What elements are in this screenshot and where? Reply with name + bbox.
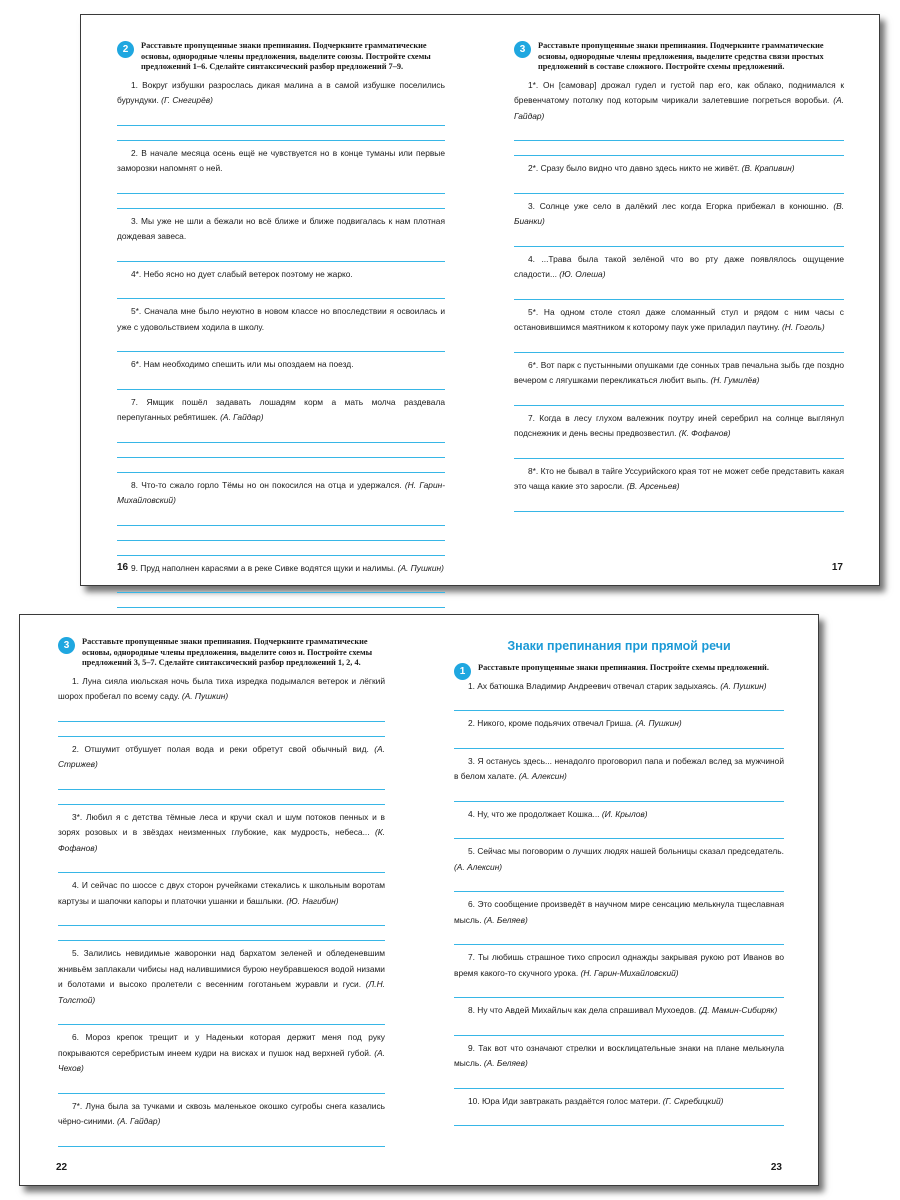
answer-line[interactable]: [58, 707, 385, 722]
answer-line[interactable]: [117, 526, 445, 541]
answer-line[interactable]: [454, 734, 784, 749]
answer-line[interactable]: [58, 1079, 385, 1094]
sentence-author: (Н. Гарин-Михайловский): [580, 967, 679, 978]
sentence-text: 3. Я останусь здесь... ненадолго проговорил папа и побежал вслед за мужчиной в белом халате.: [454, 755, 784, 781]
exercise-sentence: [454, 716, 784, 732]
page-number: 17: [831, 562, 843, 573]
sentence-text: 8. Что-то сжало горло Тёмы но он покосился на отца и удержался.: [131, 479, 402, 490]
sentence-text: 1. Луна сияла июльская ночь была тиха изредка подымался ветерок и лёгкий шорох пробегал по всему саду.: [58, 675, 385, 701]
exercise-sentence: [454, 754, 784, 785]
answer-line[interactable]: [454, 696, 784, 711]
task-text: Расставьте пропущенные знаки препинания. Подчеркните грамматические основы, однородные члены предложения, выделите союз и. Постройте схемы предложений 3, 5–7. Сделайте синтаксический разбор предложений 1, 2, 4.: [82, 637, 373, 667]
answer-lines: [454, 696, 784, 711]
answer-line[interactable]: [117, 247, 445, 262]
sentence-text: 1*. Он [самовар] дрожал гудел и густой пар его, как облако, поднимался к бревенчатому потолку под которым чирикали залетевшие погреться воробьи.: [514, 79, 844, 105]
exercise-sentence: [58, 1099, 385, 1130]
answer-lines: [454, 1074, 784, 1089]
answer-line[interactable]: [454, 983, 784, 998]
answer-line[interactable]: [454, 1074, 784, 1089]
exercise-sentence: [117, 78, 445, 109]
sentence-text: 6*. Нам необходимо спешить или мы опоздаем на поезд.: [131, 359, 354, 369]
sentence-author: (А. Гайдар): [514, 95, 844, 121]
sentence-text: 4. Ну, что же продолжает Кошка...: [468, 808, 600, 819]
answer-lines: [117, 375, 445, 390]
answer-lines: [514, 338, 844, 353]
exercise-sentence: [514, 464, 844, 495]
answer-lines: [514, 391, 844, 406]
answer-lines: [514, 232, 844, 247]
sentence-text: 3*. Любил я с детства тёмные леса и кручи скал и шум потоков пенных и в зорях розовых и в звёздах неизменных глубокие, как мудрость, небеса...: [58, 811, 385, 837]
sentence-author: (В. Крапивин): [741, 163, 795, 173]
sentence-author: (А. Гайдар): [220, 412, 264, 422]
answer-lines: [454, 930, 784, 945]
answer-line[interactable]: [117, 458, 445, 473]
answer-line[interactable]: [454, 824, 784, 839]
answer-lines: [58, 858, 385, 873]
answer-lines: [454, 1021, 784, 1036]
sentence-text: 2. Никого, кроме подьячих отвечал Гриша.: [468, 718, 634, 728]
answer-lines: [117, 247, 445, 262]
answer-line[interactable]: [514, 141, 844, 156]
sentence-text: 6. Это сообщение произведёт в научном мире сенсацию мелькнула тщеславная мысль.: [454, 899, 784, 925]
answer-lines: [514, 497, 844, 512]
answer-line[interactable]: [117, 337, 445, 352]
exercise-sentence: [58, 946, 385, 1008]
exercise-sentence: [454, 950, 784, 981]
sentence-author: (А. Стрижев): [58, 743, 385, 769]
sentence-text: 2. Отшумит отбушует полая вода и реки обретут свой обычный вид.: [72, 743, 369, 754]
sentence-author: (Н. Гарин-Михайловский): [117, 479, 446, 505]
exercise-sentence: [58, 1030, 385, 1077]
exercise-sentence: [514, 305, 844, 336]
answer-line[interactable]: [454, 1021, 784, 1036]
exercise-sentence: [117, 357, 445, 373]
answer-line[interactable]: [514, 285, 844, 300]
answer-lines: [58, 911, 385, 941]
answer-line[interactable]: [58, 926, 385, 941]
sentence-text: 4. ...Трава была такой зелёной что во рту даже появлялось ощущение сладости...: [514, 253, 844, 279]
answer-lines: [454, 734, 784, 749]
sentence-author: (А. Гайдар): [117, 1116, 161, 1126]
sentence-author: (К. Фофанов): [58, 827, 386, 853]
answer-lines: [454, 983, 784, 998]
answer-lines: [454, 787, 784, 802]
sentence-author: (Г. Снегирёв): [161, 95, 213, 105]
sentence-author: (А. Пушкин): [720, 680, 767, 691]
exercise-sentence: [117, 478, 445, 509]
answer-line[interactable]: [117, 541, 445, 556]
exercise-sentence: [514, 358, 844, 389]
answer-line[interactable]: [514, 338, 844, 353]
sentence-text: 3. Мы уже не шли а бежали но всё ближе и ближе подвигалась к нам плотная дождевая завеса.: [117, 215, 445, 241]
sentence-text: 6*. Вот парк с пустынными опушками где сонных трав печальна зыбь где поздно вечером с лягушками перекликаться любит выпь.: [514, 359, 844, 385]
answer-line[interactable]: [514, 497, 844, 512]
exercise-sentence: [117, 304, 445, 335]
answer-line[interactable]: [58, 1132, 385, 1147]
answer-lines: [514, 285, 844, 300]
sentence-author: (К. Фофанов): [678, 428, 731, 438]
task-text: Расставьте пропущенные знаки препинания. Подчеркните грамматические основы, однородные члены предложения, выделите союзы. Постройте схемы предложений 1–6. Сделайте синтаксический разбор предложений 7–9.: [141, 41, 431, 71]
sentence-text: 3. Солнце уже село в далёкий лес когда Егорка прибежал в конюшню.: [528, 200, 829, 211]
answer-lines: [58, 1079, 385, 1094]
exercise-sentence: [454, 897, 784, 928]
sentence-text: 2*. Сразу было видно что давно здесь никто не живёт.: [528, 163, 740, 173]
sentence-author: (Н. Гоголь): [781, 322, 825, 332]
exercise-sentence: [454, 1041, 784, 1072]
task-instruction: [58, 637, 385, 669]
sentence-text: 5. Сейчас мы поговорим о лучших людях нашей больницы сказал председатель.: [468, 846, 784, 856]
sentence-text: 6. Мороз крепок трещит и у Наденьки которая держит меня под руку покрываются серебристым инеем кудри на висках и пушок над верхней губой.: [58, 1032, 385, 1058]
exercise-sentence: [514, 252, 844, 283]
exercise-sentence: [58, 810, 385, 857]
page-23: [454, 637, 784, 1126]
page-number: 23: [770, 1162, 782, 1173]
exercise-sentence: [58, 878, 385, 909]
page-22: [58, 637, 385, 1147]
answer-line[interactable]: [117, 443, 445, 458]
answer-line[interactable]: [117, 284, 445, 299]
sentence-author: (А. Беляев): [483, 914, 528, 925]
answer-lines: [58, 1010, 385, 1025]
answer-line[interactable]: [58, 722, 385, 737]
answer-lines: [514, 179, 844, 194]
answer-lines: [117, 179, 445, 209]
answer-line[interactable]: [454, 930, 784, 945]
answer-line[interactable]: [117, 179, 445, 194]
task-text: Расставьте пропущенные знаки препинания. Постройте схемы предложений.: [478, 663, 769, 672]
exercise-sentence: [117, 214, 445, 245]
answer-line[interactable]: [58, 775, 385, 790]
sentence-text: 5*. На одном столе стоял даже сломанный стул и рядом с ним часы с остановившимся маятником к которому паук уже приладил паутину.: [514, 306, 844, 332]
sentence-author: (Д. Мамин-Сибиряк): [698, 1005, 778, 1015]
answer-line[interactable]: [117, 194, 445, 209]
exercise-sentence: [514, 78, 844, 125]
answer-line[interactable]: [58, 790, 385, 805]
task-number-badge: 2: [117, 41, 134, 58]
page-number: 22: [56, 1162, 68, 1173]
sentence-text: 9. Так вот что означают стрелки и восклицательные знаки на плане мелькнула мысль.: [454, 1042, 784, 1068]
exercise-sentence: [514, 199, 844, 230]
answer-line[interactable]: [454, 877, 784, 892]
sentence-author: (Н. Гумилёв): [710, 375, 760, 385]
answer-lines: [117, 337, 445, 352]
sentence-text: 7. Когда в лесу глухом валежник поутру иней серебрил на солнце выглянул подснежник и день весны предвозвестил.: [514, 412, 844, 438]
answer-lines: [117, 428, 445, 473]
sentence-text: 1. Ах батюшка Владимир Андреевич отвечал старик задыхаясь.: [468, 680, 718, 691]
workbook-spread-top: [80, 14, 880, 586]
exercise-sentence: [117, 267, 445, 283]
sentence-author: (А. Беляев): [483, 1058, 528, 1068]
answer-line[interactable]: [117, 593, 445, 608]
sentence-text: 4*. Небо ясно но дует слабый ветерок поэтому не жарко.: [131, 268, 353, 279]
sentence-author: (А. Пушкин): [181, 691, 229, 701]
task-number-badge: 1: [454, 663, 471, 680]
exercise-sentence: [514, 161, 844, 177]
sentence-author: (Л.Н. Толстой): [58, 979, 385, 1005]
answer-lines: [454, 1111, 784, 1126]
task-instruction: [454, 663, 784, 677]
answer-line[interactable]: [58, 1010, 385, 1025]
sentence-author: (А. Пушкин): [635, 718, 682, 728]
sentence-author: (Г. Скребицкий): [662, 1095, 724, 1106]
page-16: [117, 41, 445, 608]
task-number-badge: 3: [58, 637, 75, 654]
sentence-author: (А. Алексин): [454, 861, 503, 872]
sentence-text: 2. В начале месяца осень ещё не чувствуется но в конце туманы или первые заморозки напомнят о ней.: [117, 147, 445, 173]
task-text: Расставьте пропущенные знаки препинания. Подчеркните грамматические основы, однородные члены предложения, выделите средства связи простых предложений в составе сложного. Постройте схемы предложений.: [538, 41, 824, 71]
answer-line[interactable]: [514, 179, 844, 194]
sentence-author: (А. Алексин): [518, 771, 567, 781]
answer-line[interactable]: [58, 858, 385, 873]
answer-line[interactable]: [117, 578, 445, 593]
sentence-text: 7*. Луна была за тучками и сквозь маленькое окошко сугробы снега казались чёрно-синими.: [58, 1100, 385, 1126]
sentence-text: 9. Пруд наполнен карасями а в реке Сивке водятся щуки и налимы.: [131, 562, 396, 573]
section-title: Знаки препинания при прямой речи: [507, 639, 731, 653]
sentence-author: (В. Бианки): [514, 200, 845, 226]
answer-line[interactable]: [514, 232, 844, 247]
page-17: [514, 41, 844, 512]
exercise-sentence: [454, 1003, 784, 1019]
answer-line[interactable]: [117, 126, 445, 141]
answer-lines: [58, 775, 385, 805]
task-instruction: [514, 41, 844, 73]
answer-line[interactable]: [454, 787, 784, 802]
workbook-spread-bottom: [19, 614, 819, 1186]
answer-lines: [514, 126, 844, 156]
exercise-sentence: [58, 674, 385, 705]
answer-line[interactable]: [514, 444, 844, 459]
answer-line[interactable]: [58, 911, 385, 926]
answer-line[interactable]: [454, 1111, 784, 1126]
sentence-text: 7. Ты любишь страшное тихо спросил однажды закрывая рукою рот Иванов во время какого-то скучного урока.: [454, 952, 784, 978]
sentence-text: 5. Залились невидимые жаворонки над бархатом зеленей и обледеневшим жнивьём заплакали чибисы над налившимися бурою неубравшеюся водой низами и болотами и высоко пролетели с весенним гоготаньем журавли и гуси.: [58, 948, 385, 989]
sentence-author: (В. Арсеньев): [626, 481, 680, 491]
sentence-author: (А. Чехов): [58, 1047, 385, 1073]
answer-lines: [58, 1132, 385, 1147]
task-instruction: [117, 41, 445, 73]
answer-line[interactable]: [117, 511, 445, 526]
answer-lines: [58, 707, 385, 737]
exercise-sentence: [454, 679, 784, 695]
sentence-text: 10. Юра Иди завтракать раздаётся голос матери.: [468, 1095, 661, 1106]
sentence-text: 1. Вокруг избушки разрослась дикая малина а в самой избушке поселились бурундуки.: [117, 79, 445, 105]
sentence-author: (И. Крылов): [601, 808, 648, 819]
answer-lines: [454, 877, 784, 892]
task-number-badge: 3: [514, 41, 531, 58]
exercise-sentence: [58, 742, 385, 773]
exercise-sentence: [454, 807, 784, 823]
answer-lines: [117, 111, 445, 141]
answer-lines: [117, 511, 445, 556]
answer-line[interactable]: [117, 428, 445, 443]
exercise-sentence: [454, 844, 784, 875]
answer-lines: [117, 578, 445, 608]
answer-line[interactable]: [117, 111, 445, 126]
exercise-sentence: [117, 561, 445, 577]
sentence-author: (Ю. Олеша): [559, 269, 606, 279]
page-number: 16: [117, 562, 129, 573]
sentence-text: 8. Ну что Авдей Михайлыч как дела спрашивал Мухоедов.: [468, 1005, 697, 1015]
answer-line[interactable]: [514, 391, 844, 406]
answer-line[interactable]: [514, 126, 844, 141]
exercise-sentence: [117, 395, 445, 426]
sentence-author: (А. Пушкин): [397, 562, 444, 573]
sentence-text: 4. И сейчас по шоссе с двух сторон ручейками стекались к школьным воротам картузы и шапочки капоры и платочки ушанки и башлыки.: [58, 880, 385, 906]
answer-lines: [454, 824, 784, 839]
answer-line[interactable]: [117, 375, 445, 390]
exercise-sentence: [454, 1094, 784, 1110]
exercise-sentence: [514, 411, 844, 442]
sentence-text: 7. Ямщик пошёл задавать лошадям корм а мать молча раздевала перепуганных ребятишек.: [117, 396, 445, 422]
sentence-text: 5*. Сначала мне было неуютно в новом классе но впоследствии я освоилась и уже с удовольствием ходила в школу.: [117, 306, 445, 332]
sentence-author: (Ю. Нагибин): [286, 895, 339, 906]
answer-lines: [514, 444, 844, 459]
exercise-sentence: [117, 146, 445, 177]
sentence-text: 8*. Кто не бывал в тайге Уссурийского края тот не может себе представить какая это чаща какие это заросли.: [514, 465, 844, 491]
answer-lines: [117, 284, 445, 299]
